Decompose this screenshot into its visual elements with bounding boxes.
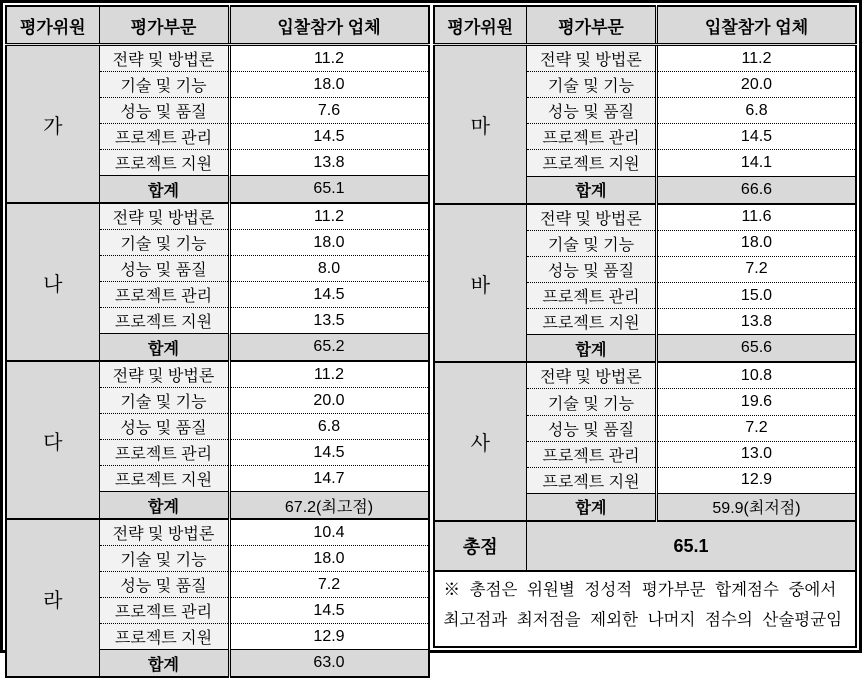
category-label: 성능 및 품질 — [99, 256, 229, 282]
category-label: 기술 및 기능 — [527, 389, 657, 415]
score-value: 13.5 — [229, 308, 429, 334]
header-category: 평가부문 — [99, 6, 229, 45]
footnote-block — [434, 571, 857, 647]
committee-block-나 — [6, 203, 429, 361]
grand-total-row — [434, 521, 857, 571]
grand-total-value: 65.1 — [527, 521, 857, 571]
sum-value: 65.2 — [229, 334, 429, 362]
category-label: 프로젝트 지원 — [527, 309, 657, 335]
sum-value: 63.0 — [229, 650, 429, 678]
header-category: 평가부문 — [527, 6, 657, 45]
category-label: 기술 및 기능 — [99, 546, 229, 572]
category-label: 성능 및 품질 — [99, 414, 229, 440]
score-value: 14.5 — [229, 282, 429, 308]
score-value: 11.2 — [229, 361, 429, 388]
score-value: 10.8 — [657, 362, 857, 389]
committee-name: 다 — [6, 361, 99, 519]
score-value: 6.8 — [657, 98, 857, 124]
category-label: 프로젝트 관리 — [99, 598, 229, 624]
score-value: 10.4 — [229, 519, 429, 546]
sum-value: 65.1 — [229, 176, 429, 204]
footnote-line-1: ※ 총점은 위원별 정성적 평가부문 합계점수 중에서 — [443, 581, 837, 600]
sum-value: 65.6 — [657, 335, 857, 363]
committee-name: 마 — [434, 45, 527, 204]
score-row — [6, 519, 429, 546]
category-label: 전략 및 방법론 — [99, 519, 229, 546]
score-value: 18.0 — [229, 546, 429, 572]
category-label: 성능 및 품질 — [99, 98, 229, 124]
score-value: 19.6 — [657, 389, 857, 415]
category-label: 성능 및 품질 — [99, 572, 229, 598]
category-label: 성능 및 품질 — [527, 256, 657, 282]
committee-block-다 — [6, 361, 429, 519]
category-label: 프로젝트 관리 — [99, 124, 229, 150]
category-label: 프로젝트 지원 — [527, 467, 657, 493]
sum-label: 합계 — [527, 335, 657, 363]
score-value: 14.5 — [229, 598, 429, 624]
table-header-left — [6, 6, 429, 45]
score-row — [434, 204, 857, 231]
sum-label: 합계 — [99, 492, 229, 520]
sum-label: 합계 — [99, 650, 229, 678]
category-label: 전략 및 방법론 — [527, 45, 657, 72]
score-value: 8.0 — [229, 256, 429, 282]
score-value: 18.0 — [229, 230, 429, 256]
header-committee: 평가위원 — [434, 6, 527, 45]
sum-label: 합계 — [527, 176, 657, 204]
category-label: 프로젝트 관리 — [527, 283, 657, 309]
category-label: 프로젝트 지원 — [99, 150, 229, 176]
header-bidder: 입찰참가 업체 — [229, 6, 429, 45]
score-value: 20.0 — [229, 388, 429, 414]
category-label: 기술 및 기능 — [99, 230, 229, 256]
score-value: 13.8 — [657, 309, 857, 335]
score-value: 13.0 — [657, 441, 857, 467]
sum-value: 59.9(최저점) — [657, 493, 857, 521]
category-label: 프로젝트 지원 — [527, 150, 657, 176]
committee-block-사 — [434, 362, 857, 521]
sum-value: 67.2(최고점) — [229, 492, 429, 520]
score-value: 14.7 — [229, 466, 429, 492]
score-value: 13.8 — [229, 150, 429, 176]
header-committee: 평가위원 — [6, 6, 99, 45]
committee-name: 가 — [6, 45, 99, 204]
sum-label: 합계 — [99, 176, 229, 204]
score-value: 11.6 — [657, 204, 857, 231]
category-label: 전략 및 방법론 — [99, 203, 229, 230]
header-row — [6, 6, 429, 45]
category-label: 프로젝트 관리 — [99, 282, 229, 308]
sum-label: 합계 — [99, 334, 229, 362]
score-value: 7.6 — [229, 98, 429, 124]
category-label: 프로젝트 지원 — [99, 466, 229, 492]
category-label: 전략 및 방법론 — [99, 361, 229, 388]
committee-name: 바 — [434, 204, 527, 363]
table-header-right — [434, 6, 857, 45]
footnote-line-2: 최고점과 최저점을 제외한 나머지 점수의 산술평균임 — [443, 611, 843, 630]
category-label: 기술 및 기능 — [527, 72, 657, 98]
category-label: 프로젝트 관리 — [99, 440, 229, 466]
score-value: 12.9 — [229, 624, 429, 650]
score-value: 20.0 — [657, 72, 857, 98]
score-value: 6.8 — [229, 414, 429, 440]
evaluation-table-right — [433, 5, 858, 648]
score-value: 18.0 — [229, 72, 429, 98]
category-label: 전략 및 방법론 — [99, 45, 229, 72]
score-value: 7.2 — [657, 415, 857, 441]
sum-label: 합계 — [527, 493, 657, 521]
category-label: 기술 및 기능 — [99, 388, 229, 414]
category-label: 프로젝트 관리 — [527, 441, 657, 467]
header-bidder: 입찰참가 업체 — [657, 6, 857, 45]
score-value: 14.1 — [657, 150, 857, 176]
committee-name: 라 — [6, 519, 99, 677]
category-label: 기술 및 기능 — [527, 230, 657, 256]
score-value: 18.0 — [657, 230, 857, 256]
score-value: 14.5 — [229, 440, 429, 466]
evaluation-table-left — [5, 5, 430, 678]
category-label: 성능 및 품질 — [527, 98, 657, 124]
score-value: 12.9 — [657, 467, 857, 493]
category-label: 전략 및 방법론 — [527, 204, 657, 231]
sum-value: 66.6 — [657, 176, 857, 204]
committee-block-가 — [6, 45, 429, 204]
score-value: 14.5 — [657, 124, 857, 150]
category-label: 전략 및 방법론 — [527, 362, 657, 389]
score-row — [434, 362, 857, 389]
committee-block-바 — [434, 204, 857, 363]
score-value: 7.2 — [229, 572, 429, 598]
category-label: 프로젝트 지원 — [99, 624, 229, 650]
committee-block-마 — [434, 45, 857, 204]
score-value: 14.5 — [229, 124, 429, 150]
footnote-row — [434, 571, 857, 647]
score-value: 11.2 — [657, 45, 857, 72]
score-row — [6, 361, 429, 388]
score-value: 11.2 — [229, 203, 429, 230]
category-label: 프로젝트 지원 — [99, 308, 229, 334]
category-label: 성능 및 품질 — [527, 415, 657, 441]
committee-block-라 — [6, 519, 429, 677]
footnote-cell — [434, 571, 857, 647]
committee-name: 사 — [434, 362, 527, 521]
category-label: 기술 및 기능 — [99, 72, 229, 98]
score-value: 7.2 — [657, 256, 857, 282]
header-row — [434, 6, 857, 45]
score-value: 11.2 — [229, 45, 429, 72]
grand-total-label: 총점 — [434, 521, 527, 571]
score-row — [6, 45, 429, 72]
committee-name: 나 — [6, 203, 99, 361]
category-label: 프로젝트 관리 — [527, 124, 657, 150]
score-row — [6, 203, 429, 230]
score-row — [434, 45, 857, 72]
grand-total-block — [434, 521, 857, 571]
score-value: 15.0 — [657, 283, 857, 309]
